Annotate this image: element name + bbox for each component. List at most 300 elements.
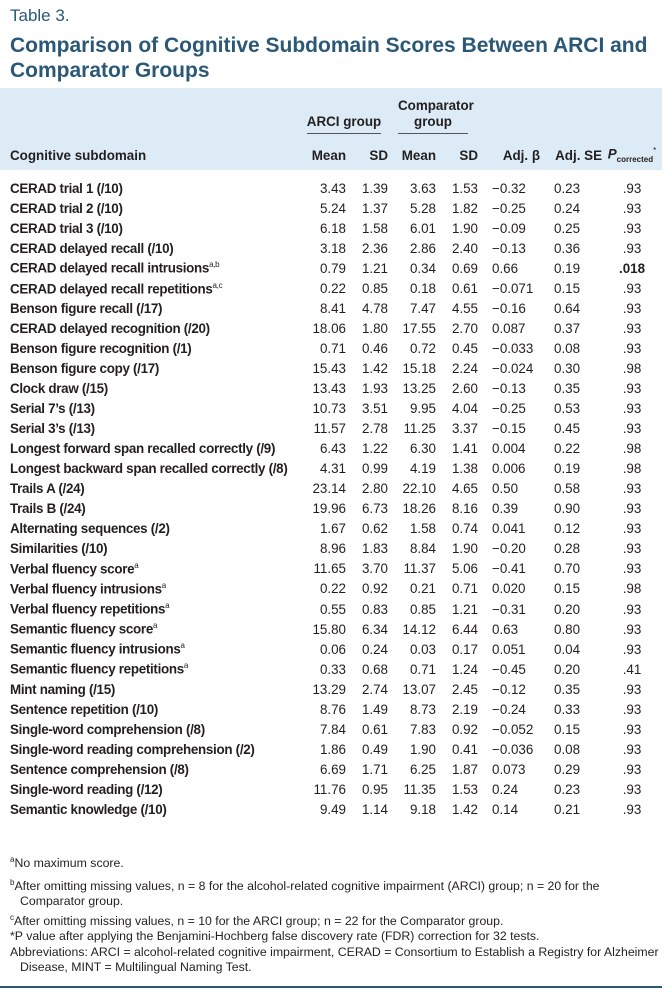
subdomain-label: Mint naming (/15): [10, 681, 116, 697]
adj-beta: 0.020: [492, 581, 526, 597]
arci-mean: 8.41: [319, 300, 346, 316]
adj-beta: 0.24: [492, 781, 519, 797]
adj-beta: −0.13: [492, 380, 526, 396]
adj-se: 0.12: [554, 521, 581, 537]
table-row: [0, 659, 662, 679]
arci-sd: 0.62: [361, 521, 388, 537]
comp-sd: 2.24: [451, 360, 478, 376]
comp-mean: 13.25: [402, 380, 436, 396]
arci-sd: 1.58: [361, 220, 388, 236]
p-value: .93: [622, 481, 642, 497]
p-value: .93: [622, 380, 642, 396]
arci-mean: 6.18: [319, 220, 346, 236]
comp-mean: 6.01: [409, 220, 436, 236]
adj-beta: 0.051: [492, 641, 526, 657]
adj-beta: −0.25: [492, 401, 526, 417]
comp-mean: 2.86: [409, 240, 436, 256]
p-value: .93: [622, 681, 642, 697]
table-row: [0, 238, 662, 258]
adj-se: 0.20: [554, 661, 581, 677]
p-value: .93: [622, 401, 642, 417]
comp-mean: 0.85: [409, 601, 436, 617]
p-value: .93: [622, 240, 642, 256]
p-value: .93: [622, 741, 642, 757]
comp-mean: 7.47: [409, 300, 436, 316]
comp-mean: 0.03: [409, 641, 436, 657]
arci-sd: 0.95: [361, 781, 388, 797]
p-value: .98: [622, 360, 642, 376]
arci-sd: 2.74: [361, 681, 388, 697]
footnote: $^a$No maximum score.: [10, 855, 124, 871]
arci-sd: 1.39: [361, 180, 388, 196]
arci-mean: 10.73: [312, 401, 346, 417]
table-row: [0, 619, 662, 639]
p-value: .93: [622, 761, 642, 777]
comp-mean: 1.58: [409, 521, 436, 537]
subdomain-label: Alternating sequences (/2): [10, 521, 170, 537]
p-value: .93: [622, 781, 642, 797]
adj-beta: 0.14: [492, 801, 519, 817]
footnote-ref: a,b: [209, 260, 220, 270]
adj-beta: −0.15: [492, 421, 526, 437]
subdomain-label: Serial 7’s (/13): [10, 401, 95, 417]
comp-sd: 1.82: [451, 200, 478, 216]
comp-mean: 11.35: [403, 781, 436, 797]
adj-se: 0.30: [554, 360, 581, 376]
comp-mean: 13.07: [402, 681, 436, 697]
arci-sd: 1.21: [361, 260, 388, 276]
arci-sd: 0.61: [361, 721, 388, 737]
comp-mean: 4.19: [409, 461, 436, 477]
table-row: [0, 258, 662, 278]
comp-mean: 0.18: [409, 280, 436, 296]
adj-se: 0.58: [554, 481, 581, 497]
adj-se: 0.15: [554, 280, 581, 296]
arci-mean: 19.96: [312, 501, 346, 517]
adj-se: 0.70: [554, 561, 581, 577]
adj-beta: 0.39: [492, 501, 519, 517]
comp-sd: 8.16: [451, 501, 478, 517]
table-row: [0, 318, 662, 338]
table-row: [0, 599, 662, 619]
table-row: [0, 358, 662, 378]
results-table: [0, 88, 662, 820]
comp-mean: 0.71: [409, 661, 436, 677]
adj-beta: −0.24: [492, 701, 526, 717]
table-row: [0, 519, 662, 539]
arci-mean: 6.69: [319, 761, 346, 777]
subdomain-label: CERAD delayed recall (/10): [10, 240, 174, 256]
footnote-ref: a: [161, 581, 166, 591]
arci-sd: 1.14: [361, 801, 388, 817]
comp-sd: 0.17: [451, 641, 478, 657]
table-row: [0, 559, 662, 579]
adj-se: 0.28: [554, 541, 581, 557]
arci-sd: 6.34: [361, 621, 388, 637]
table-row: [0, 779, 662, 799]
subdomain-label: Longest forward span recalled correctly (/9): [10, 441, 276, 457]
table-row: [0, 699, 662, 719]
subdomain-label: Clock draw (/15): [10, 380, 108, 396]
comp-sd: 0.45: [451, 340, 478, 356]
comp-sd: 1.90: [451, 541, 478, 557]
p-value: .98: [622, 441, 642, 457]
table-row: [0, 338, 662, 358]
p-value: .93: [622, 421, 642, 437]
table-row: [0, 459, 662, 479]
arci-mean: 23.14: [312, 481, 346, 497]
comp-sd: 1.38: [451, 461, 478, 477]
comparator-group-header: Comparator group: [388, 88, 478, 140]
adj-beta: −0.32: [492, 180, 526, 196]
adj-beta: 0.087: [492, 320, 526, 336]
adj-se: 0.36: [554, 240, 581, 256]
adj-beta: −0.036: [492, 741, 534, 757]
footnote-ref: a: [180, 641, 185, 651]
comp-sd: 0.61: [451, 280, 478, 296]
adj-beta: −0.25: [492, 200, 526, 216]
arci-sd: 1.49: [361, 701, 388, 717]
comp-sd: 2.40: [451, 240, 478, 256]
arci-mean: 5.24: [319, 200, 346, 216]
p-value: .93: [622, 200, 642, 216]
adj-beta: −0.071: [492, 280, 534, 296]
subdomain-label: CERAD trial 2 (/10): [10, 200, 123, 216]
p-value: .93: [622, 641, 642, 657]
arci-group-header: ARCI group: [300, 88, 388, 140]
arci-sd: 4.78: [361, 300, 388, 316]
comp-mean: 22.10: [402, 481, 436, 497]
adj-beta: 0.006: [492, 461, 526, 477]
adj-se: 0.80: [554, 621, 581, 637]
adj-se: 0.20: [554, 601, 581, 617]
comp-mean-header: Mean: [401, 147, 436, 163]
comp-sd-header: SD: [459, 147, 478, 163]
footnote: $^c$After omitting missing values, n = 10 for the ARCI group; n = 22 for the Comparator group.: [10, 912, 504, 928]
arci-sd: 6.73: [361, 501, 388, 517]
subdomain-label: Single-word reading comprehension (/2): [10, 741, 255, 757]
comp-mean: 17.55: [402, 320, 436, 336]
adj-se: 0.53: [554, 401, 581, 417]
p-value: .93: [622, 521, 642, 537]
comp-mean: 7.83: [409, 721, 436, 737]
comp-mean: 11.37: [403, 561, 436, 577]
subdomain-label: Benson figure recognition (/1): [10, 340, 192, 356]
subdomain-label: Benson figure copy (/17): [10, 360, 160, 376]
adj-beta: −0.12: [492, 681, 526, 697]
arci-sd: 2.78: [361, 421, 388, 437]
subdomain-label: Single-word reading (/12): [10, 781, 163, 797]
comp-sd: 1.87: [451, 761, 478, 777]
p-value: .93: [622, 801, 642, 817]
table-label: Table 3.: [10, 6, 70, 25]
adj-se: 0.19: [554, 461, 581, 477]
adj-se-header: Adj. SE: [555, 147, 602, 163]
table-row: [0, 639, 662, 659]
table-row: [0, 170, 662, 198]
arci-sd: 1.93: [361, 380, 388, 396]
comp-mean: 8.84: [409, 541, 436, 557]
comp-mean: 6.30: [409, 441, 436, 457]
arci-mean: 13.43: [312, 380, 346, 396]
arci-mean: 13.29: [312, 681, 346, 697]
footnote-ref: a: [165, 601, 170, 611]
comp-sd: 4.65: [451, 481, 478, 497]
p-value: .93: [622, 280, 642, 296]
p-value: .93: [622, 320, 642, 336]
comp-mean: 0.72: [409, 340, 436, 356]
arci-sd: 0.92: [361, 581, 388, 597]
comp-mean: 1.90: [409, 741, 436, 757]
subdomain-label: Sentence comprehension (/8): [10, 761, 189, 777]
p-value: .93: [622, 621, 642, 637]
arci-mean: 3.18: [319, 240, 346, 256]
p-value: .98: [622, 581, 642, 597]
arci-mean: 15.80: [312, 621, 346, 637]
table-row: [0, 198, 662, 218]
comp-mean: 15.18: [402, 360, 436, 376]
table-row: [0, 499, 662, 519]
adj-se: 0.08: [554, 741, 581, 757]
adj-se: 0.15: [554, 721, 581, 737]
p-value: .93: [622, 601, 642, 617]
p-value: .93: [622, 300, 642, 316]
arci-sd: 0.24: [361, 641, 388, 657]
table-row: [0, 298, 662, 318]
adj-beta: −0.052: [492, 721, 534, 737]
p-value: .93: [622, 180, 642, 196]
adj-se: 0.04: [554, 641, 581, 657]
comp-mean: 9.18: [409, 801, 436, 817]
comp-sd: 0.71: [451, 581, 478, 597]
subdomain-label: Serial 3’s (/13): [10, 421, 95, 437]
adj-se: 0.33: [554, 701, 581, 717]
footnote: $^b$After omitting missing values, n = 8 for the alcohol-related cognitive impairment (ARCI) group; n = 20 for the Comparator group.: [10, 877, 600, 909]
arci-mean: 1.86: [319, 741, 346, 757]
table-row: [0, 378, 662, 398]
adj-beta: −0.09: [492, 220, 526, 236]
adj-se: 0.21: [554, 801, 581, 817]
comp-sd: 2.60: [451, 380, 478, 396]
comp-sd: 3.37: [451, 421, 478, 437]
table-row: [0, 479, 662, 499]
comp-sd: 0.41: [451, 741, 478, 757]
adj-beta-header: Adj. β: [502, 147, 540, 163]
subdomain-label: Sentence repetition (/10): [10, 701, 159, 717]
adj-se: 0.25: [554, 220, 581, 236]
comp-mean: 6.25: [409, 761, 436, 777]
comp-sd: 0.69: [451, 260, 478, 276]
footnote-ref: a: [183, 661, 189, 671]
adj-beta: −0.13: [492, 240, 526, 256]
comp-sd: 6.44: [451, 621, 478, 637]
arci-sd: 3.51: [361, 401, 388, 417]
subdomain-label: Trails B (/24): [10, 501, 86, 517]
table-row: [0, 579, 662, 599]
adj-se: 0.29: [554, 761, 581, 777]
comp-mean: 3.63: [409, 180, 436, 196]
comp-sd: 2.19: [451, 701, 478, 717]
table-row: [0, 278, 662, 298]
footnote-ref: a: [153, 621, 158, 631]
arci-mean: 0.06: [319, 641, 346, 657]
adj-beta: −0.45: [492, 661, 526, 677]
adj-se: 0.45: [554, 421, 581, 437]
adj-beta: −0.31: [492, 601, 526, 617]
arci-mean: 0.22: [319, 280, 346, 296]
footnote-ref: a: [134, 561, 139, 571]
table-row: [0, 719, 662, 739]
arci-mean: 11.57: [313, 421, 346, 437]
subdomain-label: CERAD trial 1 (/10): [10, 180, 123, 196]
comp-mean: 0.21: [409, 581, 436, 597]
subdomain-label: Semantic fluency intrusions$^a$: [10, 641, 185, 657]
footnotes: [10, 852, 665, 976]
comp-sd: 4.55: [451, 300, 478, 316]
p-value: .93: [622, 721, 642, 737]
arci-mean: 15.43: [312, 360, 346, 376]
footnote: *P value after applying the Benjamini-Hochberg false discovery rate (FDR) correction for 32 tests.: [10, 929, 540, 944]
arci-sd: 1.80: [361, 320, 388, 336]
footnote: Abbreviations: ARCI = alcohol-related cognitive impairment, CERAD = Consortium to Establish a Registry for Alzheimer Disease, MINT = Multilingual Naming Test.: [10, 944, 659, 975]
arci-sd: 2.36: [361, 240, 388, 256]
arci-sd: 1.71: [361, 761, 388, 777]
subdomain-label: Semantic fluency score$^a$: [10, 621, 158, 637]
arci-sd: 0.85: [361, 280, 388, 296]
table-row: [0, 419, 662, 439]
arci-sd: 0.99: [361, 461, 388, 477]
p-header: $P_{corrected}^*$: [607, 145, 657, 165]
subdomain-label: Verbal fluency repetitions$^a$: [10, 601, 170, 617]
table-row: [0, 539, 662, 559]
arci-mean: 4.31: [319, 461, 346, 477]
arci-mean: 9.49: [319, 801, 346, 817]
table-row: [0, 439, 662, 459]
comp-mean: 14.12: [402, 621, 436, 637]
adj-se: 0.35: [554, 380, 581, 396]
subdomain-label: CERAD delayed recall repetitions$^{a,c}$: [10, 280, 223, 296]
arci-mean: 0.55: [319, 601, 346, 617]
subdomain-label: Longest backward span recalled correctly (/8): [10, 461, 288, 477]
comp-mean: 11.25: [403, 421, 436, 437]
adj-se: 0.08: [554, 340, 581, 356]
subdomain-header: Cognitive subdomain: [10, 147, 147, 163]
adj-se: 0.35: [554, 681, 581, 697]
adj-se: 0.23: [554, 781, 581, 797]
comp-sd: 1.42: [451, 801, 478, 817]
arci-mean: 11.65: [313, 561, 346, 577]
comp-mean: 18.26: [402, 501, 436, 517]
adj-beta: 0.50: [492, 481, 519, 497]
arci-sd: 0.46: [361, 340, 388, 356]
p-value: .93: [622, 701, 642, 717]
subdomain-label: Single-word comprehension (/8): [10, 721, 205, 737]
adj-beta: 0.66: [492, 260, 519, 276]
comp-mean: 9.95: [409, 401, 436, 417]
adj-beta: −0.033: [492, 340, 534, 356]
subdomain-label: Semantic knowledge (/10): [10, 801, 167, 817]
arci-mean-header: Mean: [311, 147, 346, 163]
comp-sd: 0.74: [451, 521, 478, 537]
table-row: [0, 399, 662, 419]
adj-se: 0.24: [554, 200, 581, 216]
p-value: .41: [622, 661, 642, 677]
comp-sd: 2.45: [451, 681, 478, 697]
arci-sd-header: SD: [369, 147, 388, 163]
arci-mean: 0.22: [319, 581, 346, 597]
comp-sd: 1.90: [451, 220, 478, 236]
arci-sd: 0.68: [361, 661, 388, 677]
arci-sd: 1.37: [361, 200, 388, 216]
p-value: .93: [622, 220, 642, 236]
arci-sd: 0.49: [361, 741, 388, 757]
arci-sd: 3.70: [361, 561, 388, 577]
comp-sd: 5.06: [451, 561, 478, 577]
comp-sd: 2.70: [451, 320, 478, 336]
arci-sd: 1.22: [361, 441, 388, 457]
arci-sd: 1.42: [361, 360, 388, 376]
arci-mean: 0.79: [319, 260, 346, 276]
p-value: .98: [622, 461, 642, 477]
table-row: [0, 799, 662, 819]
comp-mean: 8.73: [409, 701, 436, 717]
adj-beta: 0.004: [492, 441, 526, 457]
comp-sd: 4.04: [451, 401, 478, 417]
comp-sd: 0.92: [451, 721, 478, 737]
p-value: .93: [622, 501, 642, 517]
subdomain-label: CERAD delayed recall intrusions$^{a,b}$: [10, 260, 220, 276]
subdomain-label: Verbal fluency score$^a$: [10, 561, 139, 577]
comp-mean: 0.34: [409, 260, 436, 276]
adj-beta: −0.024: [492, 360, 534, 376]
comp-sd: 1.41: [451, 441, 478, 457]
table-row: [0, 759, 662, 779]
bottom-rule: [0, 986, 662, 988]
arci-sd: 0.83: [361, 601, 388, 617]
comp-sd: 1.21: [451, 601, 478, 617]
arci-sd: 2.80: [361, 481, 388, 497]
comp-sd: 1.24: [451, 661, 478, 677]
arci-mean: 11.76: [313, 781, 346, 797]
arci-mean: 18.06: [312, 320, 346, 336]
adj-se: 0.64: [554, 300, 581, 316]
comp-sd: 1.53: [451, 781, 478, 797]
arci-mean: 0.33: [319, 661, 346, 677]
subdomain-label: Similarities (/10): [10, 541, 108, 557]
arci-mean: 7.84: [319, 721, 346, 737]
arci-mean: 1.67: [319, 521, 346, 537]
table-title: Comparison of Cognitive Subdomain Scores Between ARCI and Comparator Groups: [10, 34, 648, 82]
table-row: [0, 739, 662, 759]
p-value: .93: [622, 541, 642, 557]
adj-se: 0.22: [554, 441, 581, 457]
subdomain-label: Verbal fluency intrusions$^a$: [10, 581, 166, 597]
subdomain-label: CERAD trial 3 (/10): [10, 220, 123, 236]
p-value: .93: [622, 340, 642, 356]
subdomain-label: CERAD delayed recognition (/20): [10, 320, 210, 336]
adj-se: 0.90: [554, 501, 581, 517]
subdomain-label: Trails A (/24): [10, 481, 85, 497]
subdomain-label: Semantic fluency repetitions$^a$: [10, 661, 189, 677]
adj-se: 0.23: [554, 180, 581, 196]
adj-beta: −0.41: [492, 561, 526, 577]
arci-sd: 1.83: [361, 541, 388, 557]
table-row: [0, 218, 662, 238]
adj-beta: 0.073: [492, 761, 526, 777]
arci-mean: 3.43: [319, 180, 346, 196]
adj-beta: 0.63: [492, 621, 519, 637]
comp-mean: 5.28: [409, 200, 436, 216]
